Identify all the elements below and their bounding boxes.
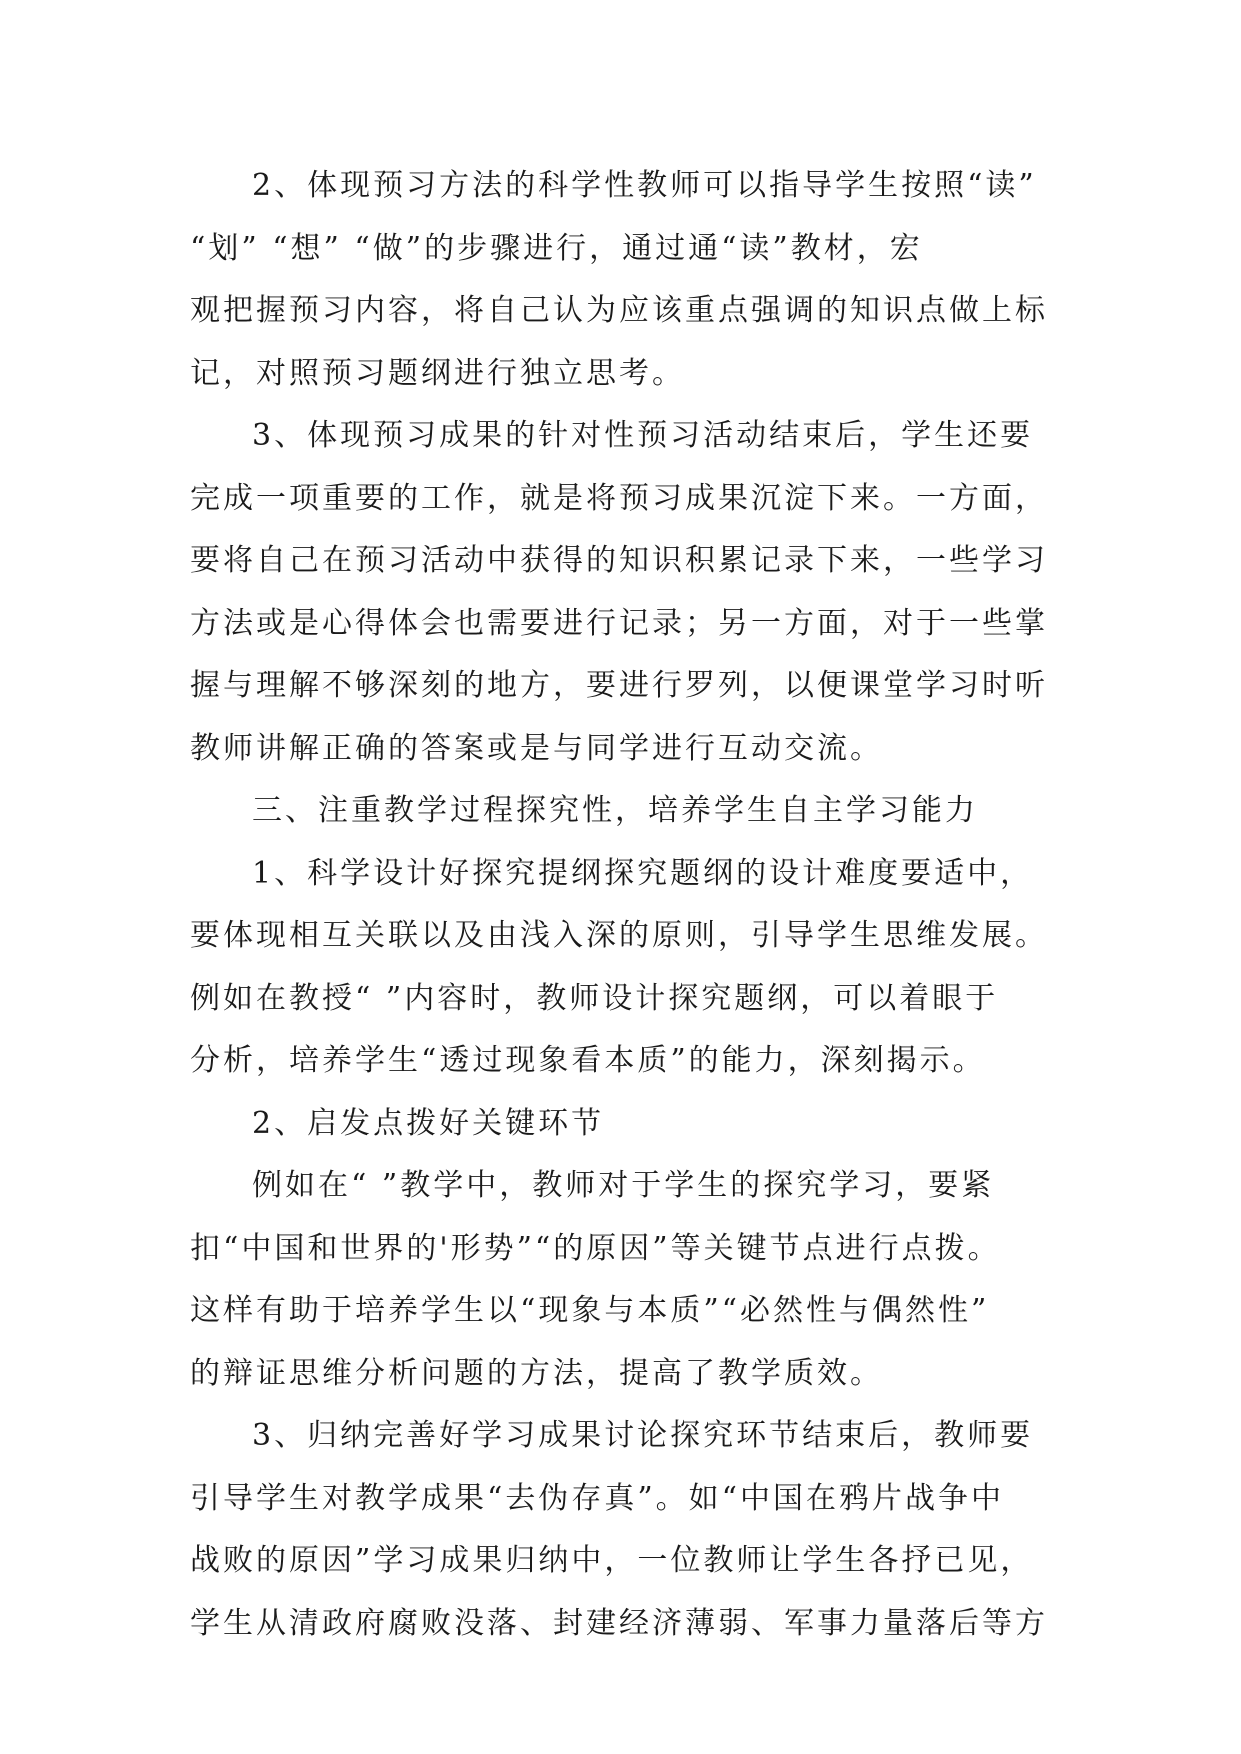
paragraph-line: 教师讲解正确的答案或是与同学进行互动交流。: [190, 730, 883, 766]
paragraph-line: 方法或是心得体会也需要进行记录；另一方面，对于一些掌: [190, 605, 1048, 641]
paragraph-line: 的辩证思维分析问题的方法，提高了教学质效。: [190, 1355, 883, 1391]
subsection-heading: 2、启发点拨好关键环节: [252, 1105, 605, 1141]
paragraph-line: “划” “想” “做”的步骤进行，通过通“读”教材，宏: [190, 230, 923, 266]
paragraph-line: 学生从清政府腐败没落、封建经济薄弱、军事力量落后等方: [190, 1605, 1048, 1641]
paragraph-line: 3、归纳完善好学习成果讨论探究环节结束后，教师要: [252, 1418, 1034, 1453]
paragraph-line: 观把握预习内容，将自己认为应该重点强调的知识点做上标: [190, 293, 1048, 328]
paragraph-line: 这样有助于培养学生以“现象与本质”“必然性与偶然性”: [190, 1293, 990, 1328]
paragraph-line: 握与理解不够深刻的地方，要进行罗列，以便课堂学习时听: [190, 668, 1048, 703]
paragraph-line: 例如在“ ”教学中，教师对于学生的探究学习，要紧: [252, 1168, 995, 1203]
paragraph-line: 要将自己在预习活动中获得的知识积累记录下来，一些学习: [190, 543, 1048, 578]
paragraph-line: 战败的原因”学习成果归纳中，一位教师让学生各抒已见，: [190, 1543, 1034, 1578]
paragraph-line: 完成一项重要的工作，就是将预习成果沉淀下来。一方面，: [190, 480, 1048, 516]
section-heading: 三、注重教学过程探究性，培养学生自主学习能力: [252, 793, 978, 828]
paragraph-line: 2、体现预习方法的科学性教师可以指导学生按照“读”: [252, 168, 1037, 203]
paragraph-line: 3、体现预习成果的针对性预习活动结束后，学生还要: [252, 418, 1034, 453]
body-text: [190, 155, 1060, 1655]
paragraph-line: 1、科学设计好探究提纲探究题纲的设计难度要适中，: [252, 855, 1034, 891]
paragraph-line: 记，对照预习题纲进行独立思考。: [190, 355, 685, 391]
paragraph-line: 例如在教授“ ”内容时，教师设计探究题纲，可以着眼于: [190, 980, 999, 1016]
paragraph-line: 分析，培养学生“透过现象看本质”的能力，深刻揭示。: [190, 1043, 986, 1078]
paragraph-line: 要体现相互关联以及由浅入深的原则，引导学生思维发展。: [190, 918, 1048, 953]
paragraph-line: 扣“中国和世界的'形势”“的原因”等关键节点进行点拨。: [190, 1230, 1001, 1266]
paragraph-line: 引导学生对教学成果“去伪存真”。如“中国在鸦片战争中: [190, 1480, 1005, 1516]
